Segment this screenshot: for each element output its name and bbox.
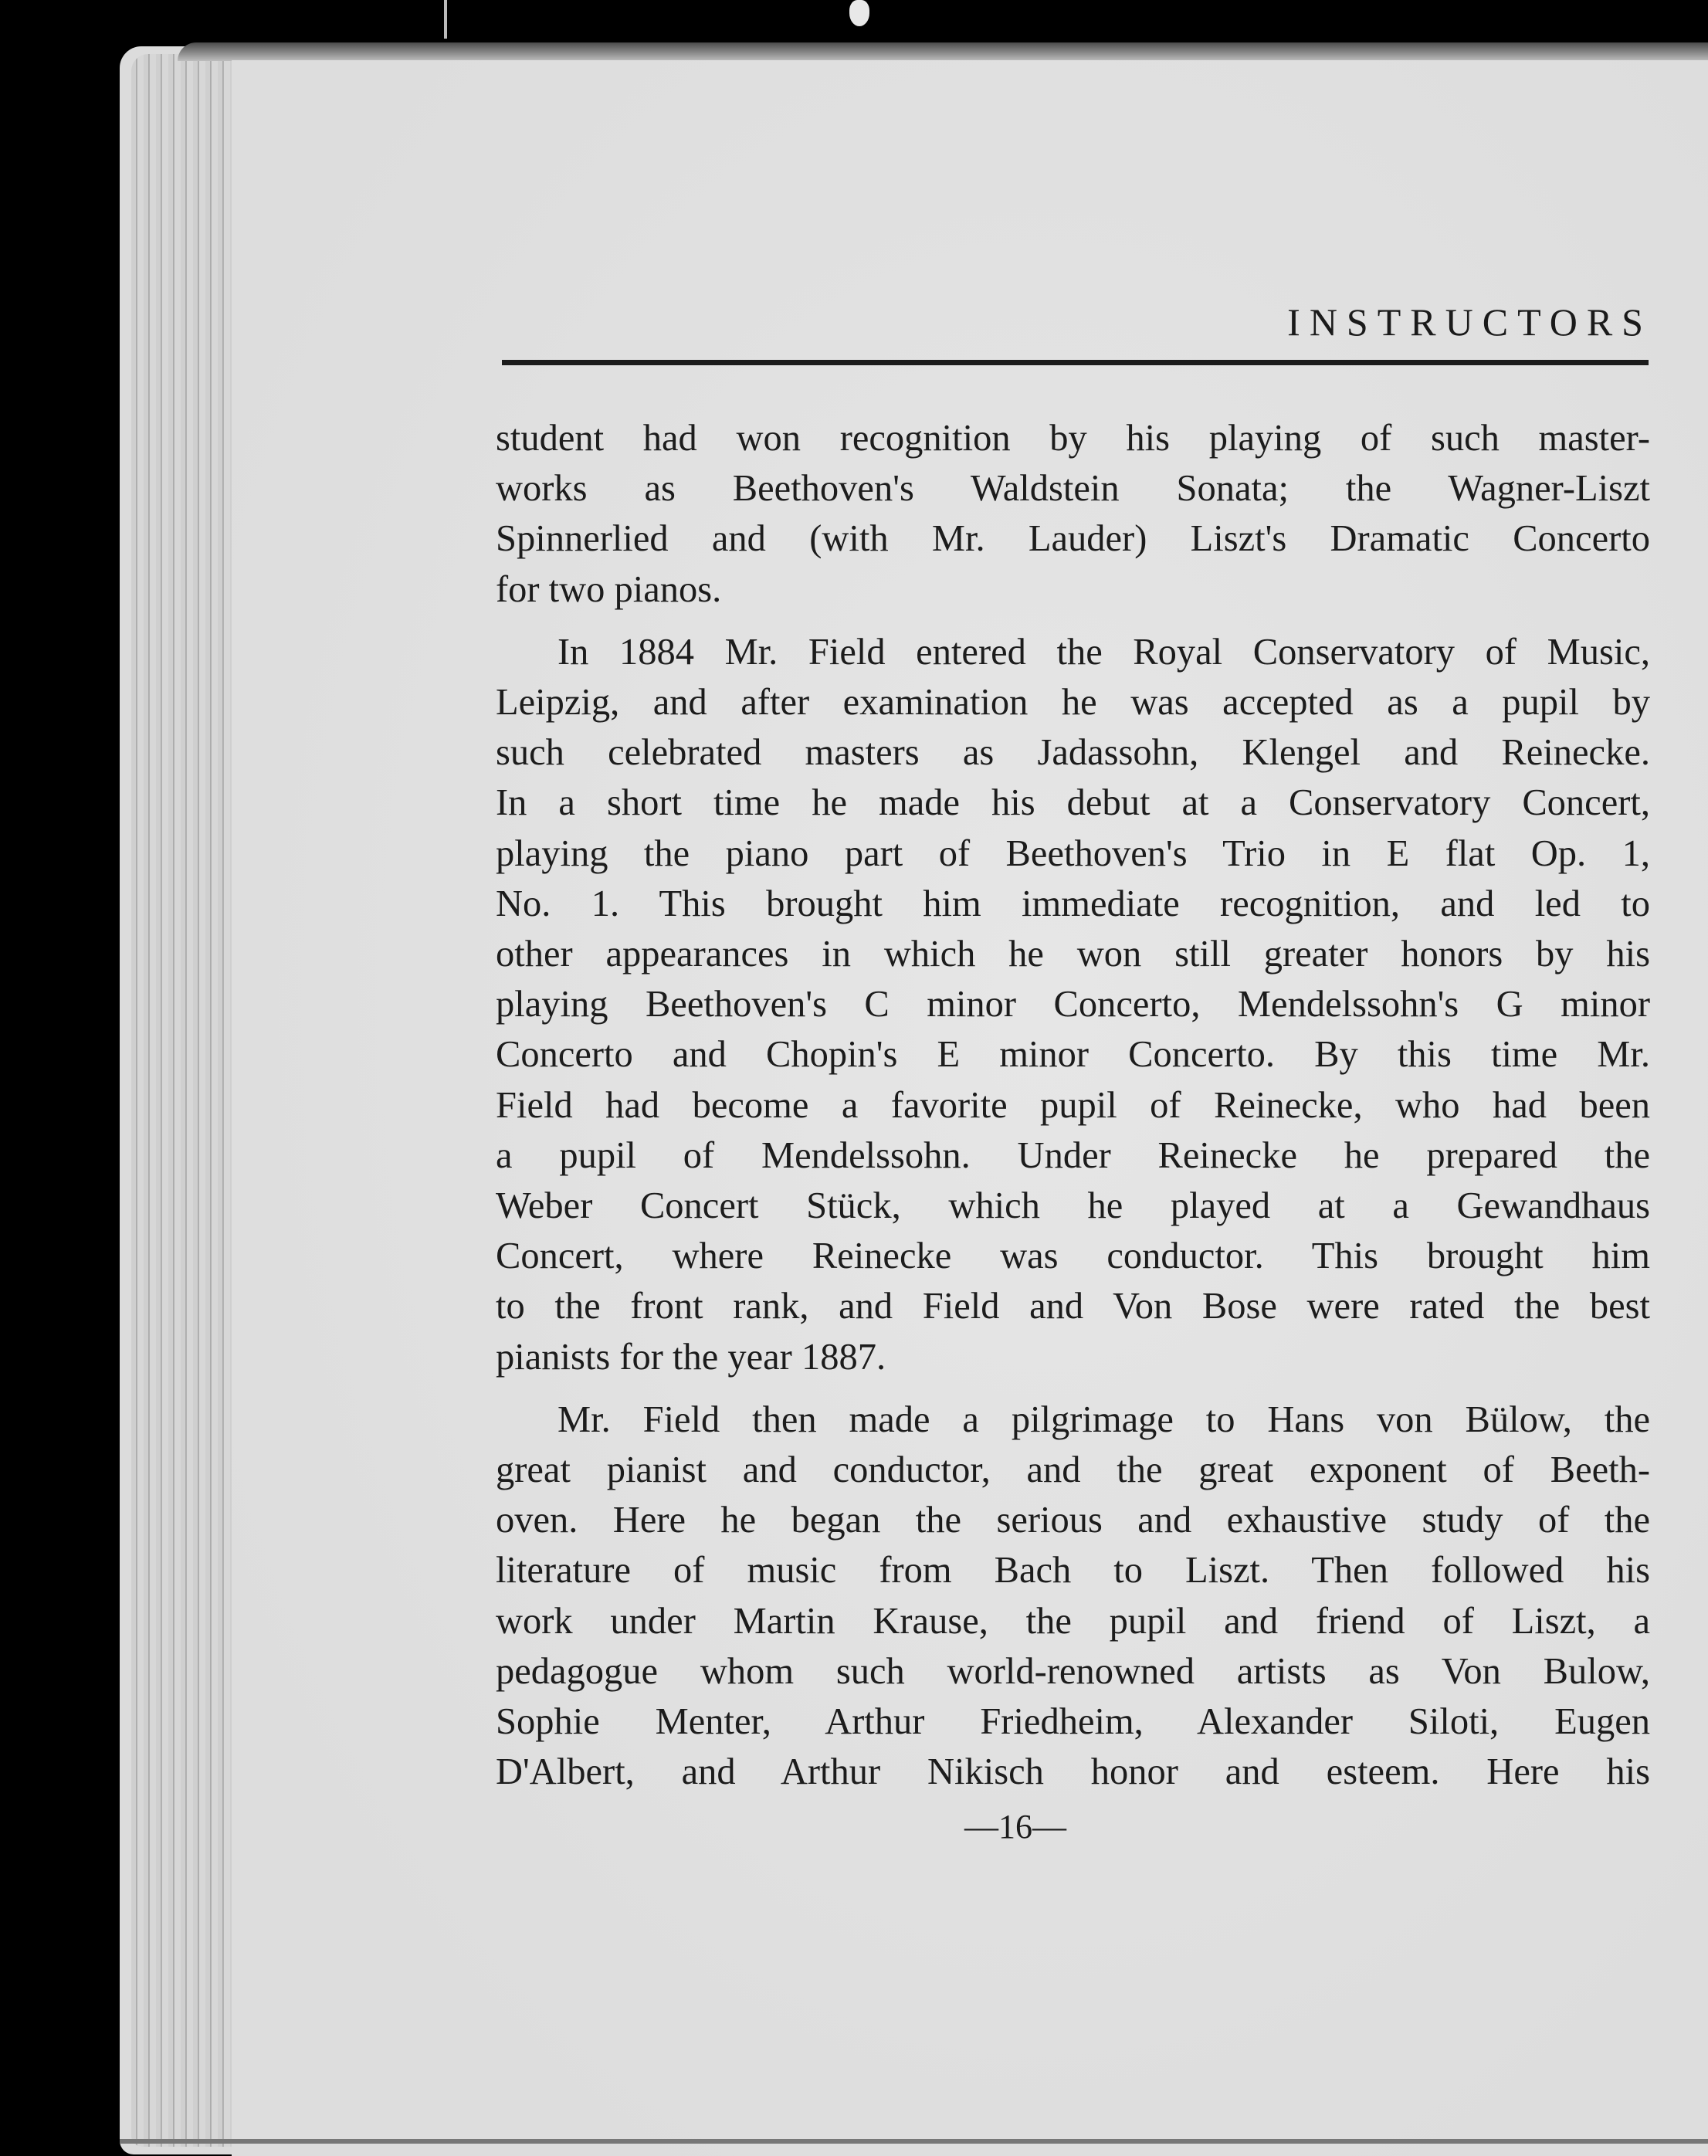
text-line: oven. Here he began the serious and exhaustive study of the bbox=[496, 1500, 1650, 1541]
text-line: such celebrated masters as Jadassohn, Klengel and Reinecke. bbox=[496, 732, 1650, 774]
text-line: Mr. Field then made a pilgrimage to Hans von Bülow, the bbox=[557, 1398, 1650, 1440]
text-line: great pianist and conductor, and the great exponent of Beeth- bbox=[496, 1449, 1650, 1491]
page-number: —16— bbox=[964, 1808, 1066, 1846]
page-stack-edges bbox=[131, 54, 243, 2147]
text-line: works as Beethoven's Waldstein Sonata; the Wagner-Liszt bbox=[496, 468, 1650, 510]
text-line: Concerto and Chopin's E minor Concerto. By this time Mr. bbox=[496, 1034, 1650, 1076]
top-shadow bbox=[178, 42, 1708, 61]
paragraph bbox=[496, 413, 1650, 615]
text-line: playing Beethoven's C minor Concerto, Mendelssohn's G minor bbox=[496, 984, 1650, 1025]
text-line: literature of music from Bach to Liszt. Then followed his bbox=[496, 1550, 1650, 1592]
running-head: INSTRUCTORS bbox=[1287, 300, 1652, 344]
text-line: In a short time he made his debut at a Conservatory Concert, bbox=[496, 782, 1650, 824]
text-line: D'Albert, and Arthur Nikisch honor and esteem. Here his bbox=[496, 1751, 1650, 1793]
scan-blemish bbox=[849, 0, 869, 26]
text-line: Weber Concert Stück, which he played at a Gewandhaus bbox=[496, 1185, 1650, 1227]
text-line: pianists for the year 1887. bbox=[496, 1336, 886, 1378]
body-text bbox=[496, 413, 1650, 1797]
text-line: pedagogue whom such world-renowned artists as Von Bulow, bbox=[496, 1650, 1650, 1692]
paragraph bbox=[496, 627, 1650, 1382]
text-line: for two pianos. bbox=[496, 568, 722, 610]
text-line: work under Martin Krause, the pupil and friend of Liszt, a bbox=[496, 1600, 1650, 1642]
text-line: to the front rank, and Field and Von Bose were rated the best bbox=[496, 1286, 1650, 1327]
text-line: Leipzig, and after examination he was accepted as a pupil by bbox=[496, 682, 1650, 724]
text-line: student had won recognition by his playing of such master- bbox=[496, 418, 1650, 459]
text-line: Field had become a favorite pupil of Reinecke, who had been bbox=[496, 1084, 1650, 1126]
text-line: No. 1. This brought him immediate recognition, and led to bbox=[496, 883, 1650, 924]
text-line: other appearances in which he won still greater honors by his bbox=[496, 934, 1650, 975]
scan-mark bbox=[444, 0, 447, 39]
paragraph bbox=[496, 1395, 1650, 1798]
text-line: Spinnerlied and (with Mr. Lauder) Liszt's Dramatic Concerto bbox=[496, 518, 1650, 560]
text-line: a pupil of Mendelssohn. Under Reinecke he prepared the bbox=[496, 1134, 1650, 1176]
head-rule bbox=[502, 360, 1649, 365]
text-line: Concert, where Reinecke was conductor. This brought him bbox=[496, 1236, 1650, 1277]
bottom-edge bbox=[120, 2139, 1708, 2144]
text-line: playing the piano part of Beethoven's Trio in E flat Op. 1, bbox=[496, 832, 1650, 874]
text-line: Sophie Menter, Arthur Friedheim, Alexander Siloti, Eugen bbox=[496, 1701, 1650, 1743]
text-line: In 1884 Mr. Field entered the Royal Conservatory of Music, bbox=[557, 631, 1650, 673]
